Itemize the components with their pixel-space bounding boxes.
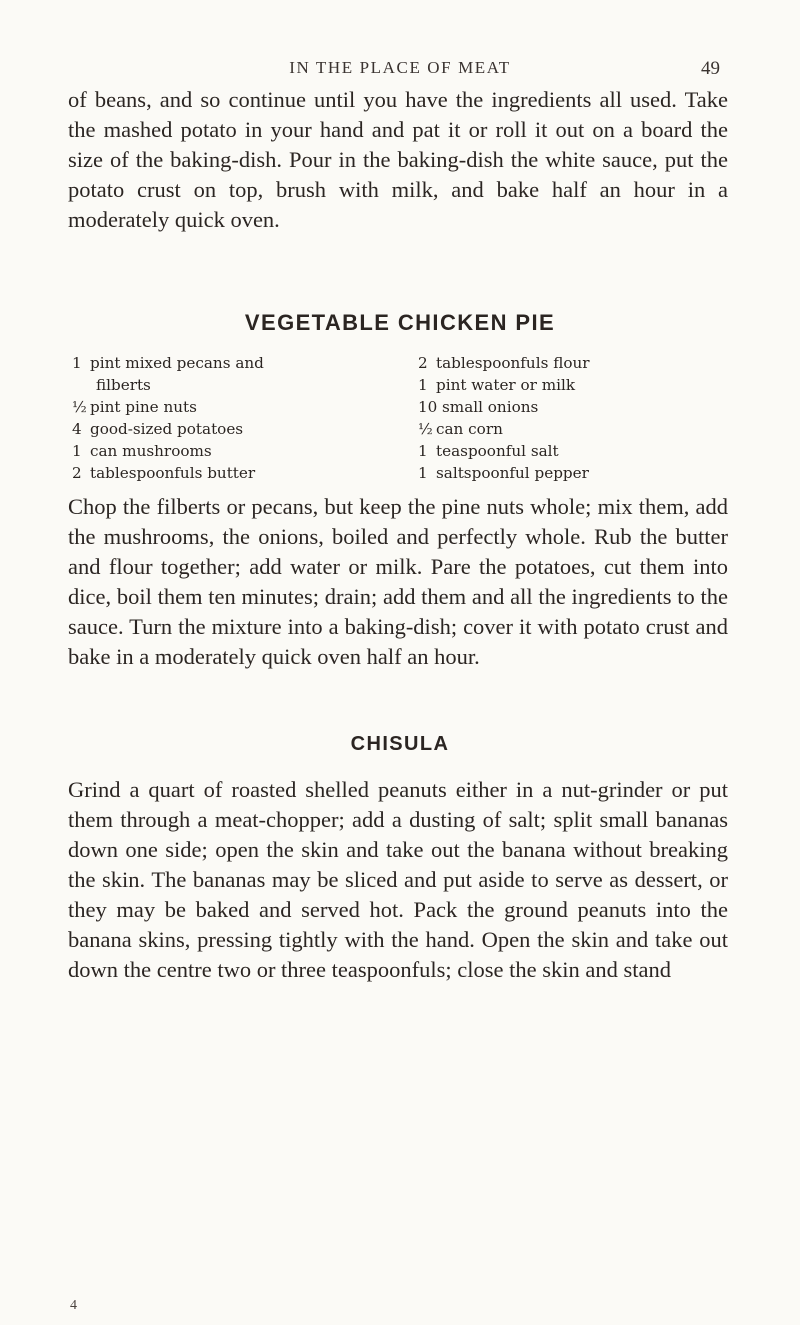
ingredient-item xyxy=(418,418,728,440)
ingredient-text: pint mixed pecans and xyxy=(90,354,264,372)
running-header xyxy=(80,58,720,78)
ingredient-text: small onions xyxy=(442,398,539,416)
ingredient-text: can corn xyxy=(436,420,503,438)
running-title: IN THE PLACE OF MEAT xyxy=(289,58,511,77)
ingredient-text: can mushrooms xyxy=(90,442,212,460)
ingredient-quantity: 4 xyxy=(72,420,82,438)
ingredient-item xyxy=(418,352,728,374)
ingredient-quantity: 1 xyxy=(72,354,82,372)
ingredient-item xyxy=(418,396,728,418)
ingredient-text: pint water or milk xyxy=(436,376,576,394)
ingredient-item xyxy=(418,440,728,462)
ingredient-text: tablespoonfuls butter xyxy=(90,464,256,482)
ingredient-text: filberts xyxy=(96,376,151,394)
ingredient-quantity: 1 xyxy=(72,442,82,460)
ingredient-quantity: 2 xyxy=(418,354,428,372)
recipe-method-vegetable-chicken-pie: Chop the filberts or pecans, but keep the pine nuts whole; mix them, add the mushrooms, the onions, boiled and perfectly whole. Rub the butter and flour together; add water or milk. Pare the potatoes, cut them into dice, boil them ten minutes; drain; add them and all the ingredients to the sauce. Turn the mixture into a baking-dish; cover it with potato crust and bake in a moderately quick oven half an hour. xyxy=(68,494,728,669)
ingredient-quantity: 2 xyxy=(72,464,82,482)
ingredient-item xyxy=(72,462,402,484)
ingredient-item xyxy=(418,374,728,396)
intro-paragraph: of beans, and so continue until you have the ingredients all used. Take the mashed potato in your hand and pat it or roll it out on a board the size of the baking-dish. Pour in the baking-dish the white sauce, put the potato crust on top, brush with milk, and bake half an hour in a moderately quick oven. xyxy=(68,87,728,232)
ingredient-item xyxy=(72,418,402,440)
ingredient-item xyxy=(72,440,402,462)
page-number: 49 xyxy=(701,58,720,79)
recipe-title-vegetable-chicken-pie: VEGETABLE CHICKEN PIE xyxy=(244,310,556,335)
ingredient-quantity: 1 xyxy=(418,464,428,482)
recipe-title-chisula: CHISULA xyxy=(350,733,450,755)
ingredient-text: tablespoonfuls flour xyxy=(436,354,590,372)
ingredient-item xyxy=(418,462,728,484)
ingredient-text: good-sized potatoes xyxy=(90,420,244,438)
signature-mark: 4 xyxy=(70,1298,77,1313)
ingredient-item xyxy=(72,396,402,418)
ingredient-quantity: 1 xyxy=(418,442,428,460)
ingredient-quantity: 1 xyxy=(418,376,428,394)
ingredient-text: pint pine nuts xyxy=(90,398,197,416)
ingredient-quantity: ½ xyxy=(72,398,87,416)
ingredient-column-right xyxy=(410,352,728,484)
ingredient-column-left xyxy=(72,352,402,484)
ingredient-text: saltspoonful pepper xyxy=(436,464,589,482)
ingredient-quantity: ½ xyxy=(418,420,433,438)
recipe-method-chisula: Grind a quart of roasted shelled peanuts either in a nut-grinder or put them through a meat-chopper; add a dusting of salt; split small bananas down one side; open the skin and take out the banana without breaking the skin. The bananas may be sliced and put aside to serve as dessert, or they may be baked and served hot. Pack the ground peanuts into the banana skins, pressing tightly with the hand. Open the skin and take out down the centre two or three teaspoonfuls; close the skin and stand xyxy=(68,777,728,982)
ingredient-list xyxy=(72,352,728,484)
ingredient-item xyxy=(72,352,402,374)
ingredient-item xyxy=(72,374,402,396)
ingredient-quantity: 10 xyxy=(418,398,438,416)
ingredient-text: teaspoonful salt xyxy=(436,442,559,460)
